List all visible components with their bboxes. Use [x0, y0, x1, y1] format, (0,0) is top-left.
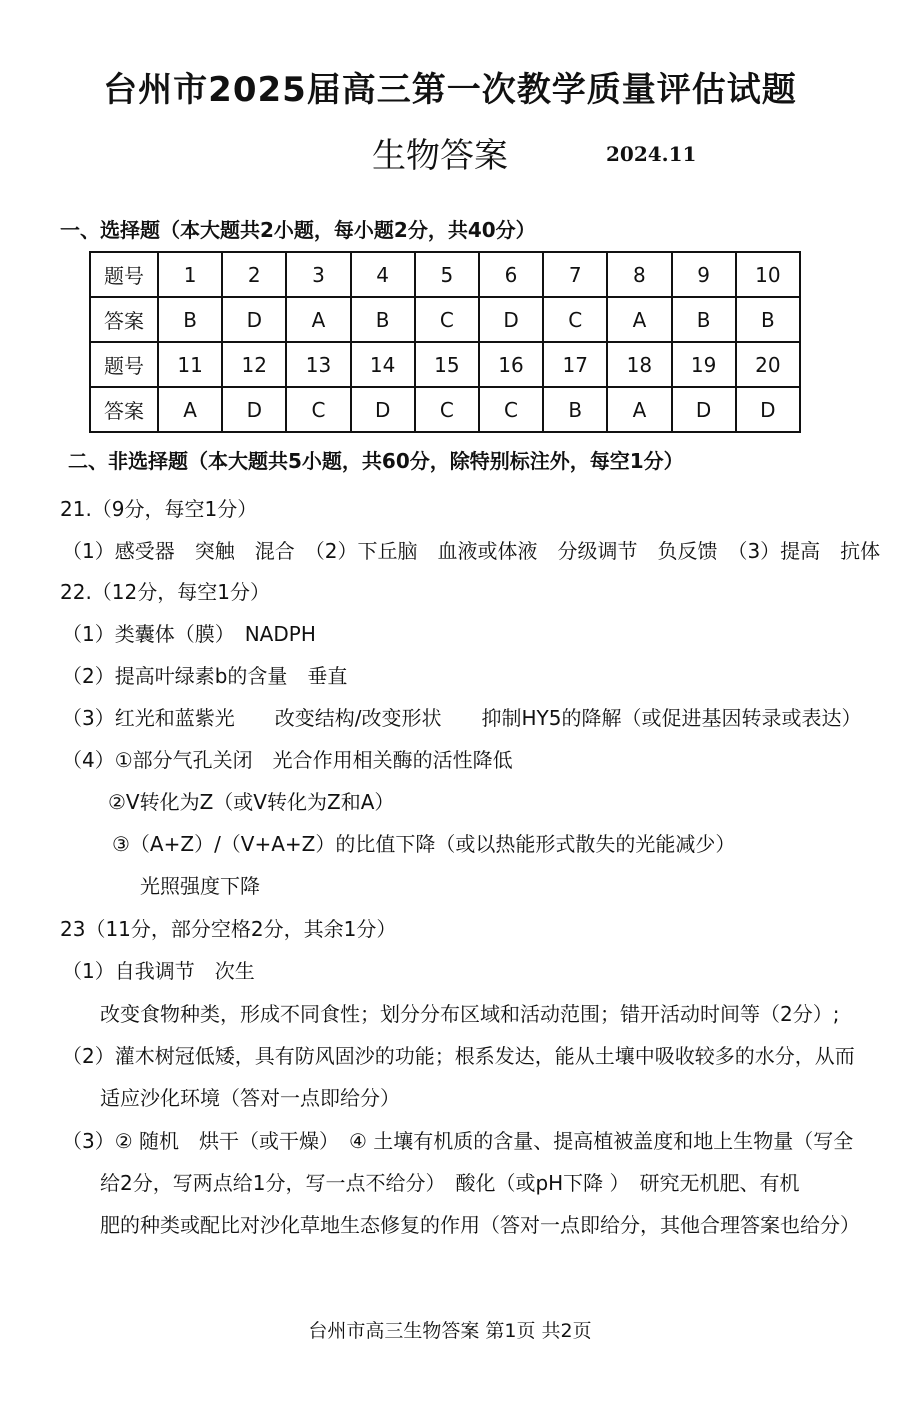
- answer-table: [89, 251, 801, 433]
- table-cell: B: [736, 297, 800, 342]
- table-cell: A: [158, 387, 222, 432]
- table-cell: D: [351, 387, 415, 432]
- q23-line: （3）② 随机 烘干（或干燥） ④ 土壤有机质的含量、提高植被盖度和地上生物量（写全: [62, 1129, 854, 1153]
- table-cell: C: [543, 297, 607, 342]
- q22-header: 22.（12分，每空1分）: [60, 580, 270, 604]
- row-label: 题号: [90, 252, 158, 297]
- table-row: [90, 252, 800, 297]
- table-cell: 20: [736, 342, 800, 387]
- table-cell: C: [479, 387, 543, 432]
- table-cell: 2: [222, 252, 286, 297]
- q22-line: （2）提高叶绿素b的含量 垂直: [62, 664, 348, 688]
- table-cell: 6: [479, 252, 543, 297]
- q22-line: 光照强度下降: [140, 874, 260, 898]
- table-cell: B: [672, 297, 736, 342]
- page-footer: 台州市高三生物答案 第1页 共2页: [308, 1320, 592, 1342]
- q22-line: ③（A+Z）/（V+A+Z）的比值下降（或以热能形式散失的光能减少）: [112, 832, 736, 856]
- table-cell: B: [351, 297, 415, 342]
- table-cell: A: [286, 297, 350, 342]
- table-cell: 10: [736, 252, 800, 297]
- table-cell: 17: [543, 342, 607, 387]
- q21-header: 21.（9分，每空1分）: [60, 497, 258, 521]
- table-cell: 1: [158, 252, 222, 297]
- table-cell: 15: [415, 342, 479, 387]
- table-cell: 8: [607, 252, 671, 297]
- table-cell: 13: [286, 342, 350, 387]
- table-row: [90, 387, 800, 432]
- table-cell: 4: [351, 252, 415, 297]
- table-row: [90, 297, 800, 342]
- q22-line: （4）①部分气孔关闭 光合作用相关酶的活性降低: [62, 748, 513, 772]
- q23-line: 适应沙化环境（答对一点即给分）: [100, 1086, 400, 1110]
- q23-line: （1）自我调节 次生: [62, 959, 255, 983]
- table-cell: C: [286, 387, 350, 432]
- document-title: 台州市2025届高三第一次教学质量评估试题: [103, 70, 797, 110]
- q21-answer: （1）感受器 突触 混合 （2）下丘脑 血液或体液 分级调节 负反馈 （3）提高 抗体: [62, 539, 881, 563]
- section1-heading: 一、选择题（本大题共2小题，每小题2分，共40分）: [60, 218, 536, 242]
- document-date: 2024.11: [606, 142, 697, 166]
- table-cell: D: [222, 387, 286, 432]
- table-cell: 19: [672, 342, 736, 387]
- table-cell: 18: [607, 342, 671, 387]
- row-label: 题号: [90, 342, 158, 387]
- table-cell: 5: [415, 252, 479, 297]
- table-cell: 11: [158, 342, 222, 387]
- table-cell: C: [415, 387, 479, 432]
- table-cell: 3: [286, 252, 350, 297]
- table-cell: 14: [351, 342, 415, 387]
- table-row: [90, 342, 800, 387]
- q23-line: （2）灌木树冠低矮，具有防风固沙的功能；根系发达，能从土壤中吸收较多的水分，从而: [62, 1044, 855, 1068]
- q23-line: 改变食物种类，形成不同食性；划分分布区域和活动范围；错开活动时间等（2分）;: [100, 1002, 840, 1026]
- table-cell: A: [607, 387, 671, 432]
- row-label: 答案: [90, 387, 158, 432]
- table-cell: B: [543, 387, 607, 432]
- table-cell: C: [415, 297, 479, 342]
- table-cell: D: [672, 387, 736, 432]
- table-cell: 16: [479, 342, 543, 387]
- table-cell: D: [736, 387, 800, 432]
- q22-line: （3）红光和蓝紫光 改变结构/改变形状 抑制HY5的降解（或促进基因转录或表达）: [62, 706, 862, 730]
- table-cell: B: [158, 297, 222, 342]
- q22-line: （1）类囊体（膜） NADPH: [62, 622, 316, 646]
- section2-heading: 二、非选择题（本大题共5小题，共60分，除特别标注外，每空1分）: [68, 449, 684, 473]
- q23-line: 肥的种类或配比对沙化草地生态修复的作用（答对一点即给分，其他合理答案也给分）: [100, 1213, 860, 1237]
- table-cell: D: [479, 297, 543, 342]
- q22-line: ②V转化为Z（或V转化为Z和A）: [108, 790, 395, 814]
- table-cell: A: [607, 297, 671, 342]
- table-cell: 7: [543, 252, 607, 297]
- document-subtitle: 生物答案: [372, 136, 508, 176]
- row-label: 答案: [90, 297, 158, 342]
- q23-line: 给2分，写两点给1分，写一点不给分） 酸化（或pH下降 ） 研究无机肥、有机: [100, 1171, 800, 1195]
- table-cell: 9: [672, 252, 736, 297]
- table-cell: 12: [222, 342, 286, 387]
- q23-header: 23（11分，部分空格2分，其余1分）: [60, 917, 397, 941]
- table-cell: D: [222, 297, 286, 342]
